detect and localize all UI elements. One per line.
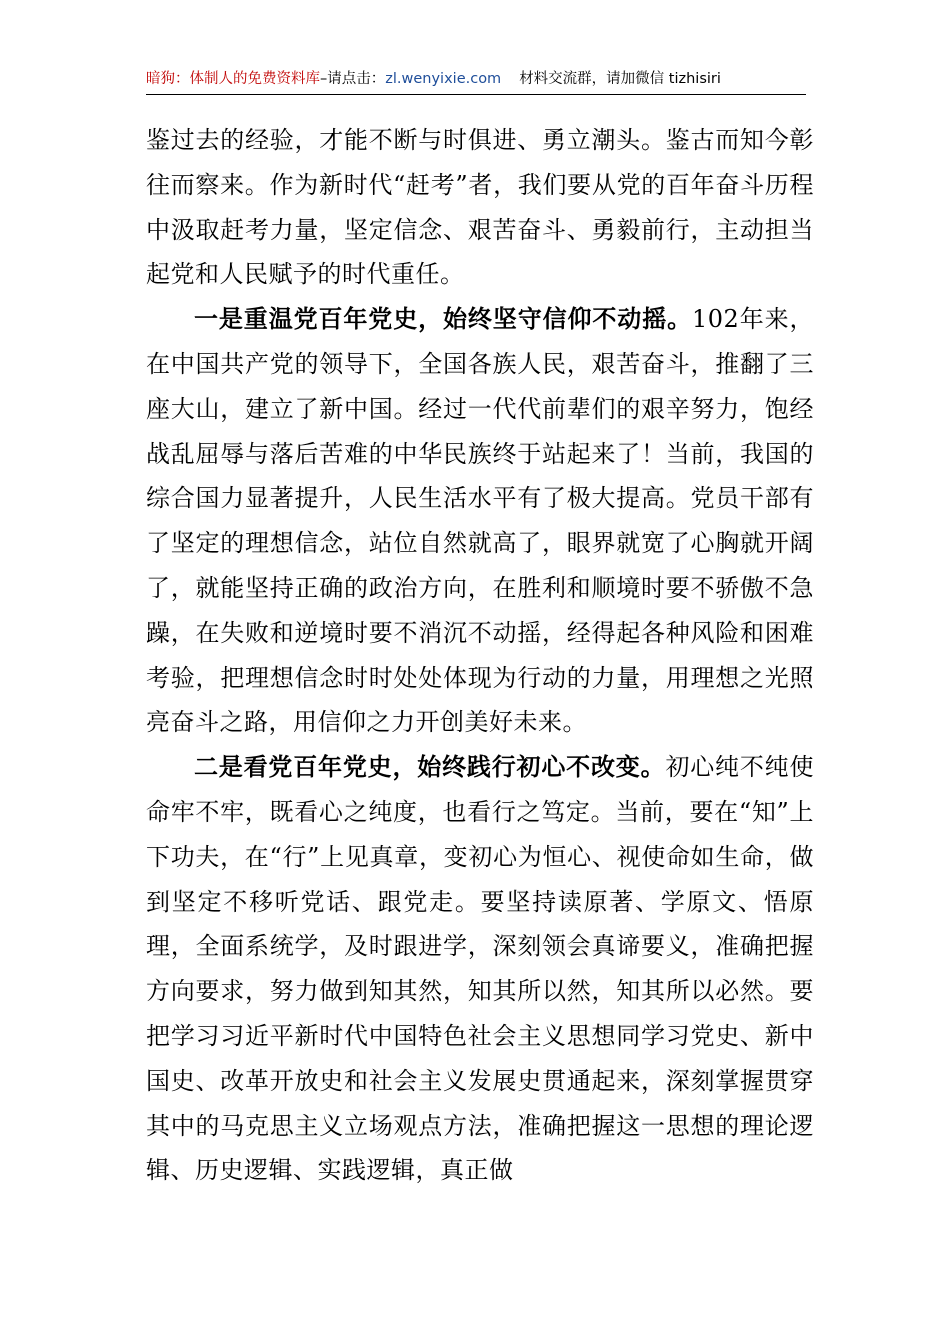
paragraph-3-lead: 二是看党百年党史，始终践行初心不改变。 <box>194 752 666 782</box>
paragraph-2-lead: 一是重温党百年党史，始终坚守信仰不动摇。 <box>194 304 692 334</box>
header-url-link[interactable]: zl.wenyixie.com <box>385 71 502 87</box>
page-header <box>146 64 806 95</box>
paragraph-3 <box>146 745 814 1193</box>
paragraph-3-text: 初心纯不纯使命牢不牢，既看心之纯度，也看行之笃定。当前，要在“知”上下功夫，在“行”上见真章，变初心为恒心、视使命如生命，做到坚定不移听党话、跟党走。要坚持读原著、学原文、悟原理，全面系统学，及时跟进学，深刻领会真谛要义，准确把握方向要求，努力做到知其然，知其所以然，知其所以必然。要把学习习近平新时代中国特色社会主义思想同学习党史、新中国史、改革开放史和社会主义发展史贯通起来，深刻掌握贯穿其中的马克思主义立场观点方法，准确把握这一思想的理论逻辑、历史逻辑、实践逻辑，真正做 <box>146 753 814 1185</box>
document-body <box>146 118 814 1193</box>
header-prompt: –请点击： <box>320 71 386 87</box>
paragraph-1-text: 鉴过去的经验，才能不断与时俱进、勇立潮头。鉴古而知今彰往而察来。作为新时代“赶考”者，我们要从党的百年奋斗历程中汲取赶考力量，坚定信念、艰苦奋斗、勇毅前行，主动担当起党和人民赋予的时代重任。 <box>146 126 814 289</box>
header-brand: 暗狗：体制人的免费资料库 <box>146 71 320 87</box>
paragraph-2-text: 102年来，在中国共产党的领导下，全国各族人民，艰苦奋斗，推翻了三座大山，建立了新中国。经过一代代前辈们的艰辛努力，饱经战乱屈辱与落后苦难的中华民族终于站起来了！当前，我国的综合国力显著提升，人民生活水平有了极大提高。党员干部有了坚定的理想信念，站位自然就高了，眼界就宽了心胸就开阔了，就能坚持正确的政治方向，在胜利和顺境时要不骄傲不急躁，在失败和逆境时要不消沉不动摇，经得起各种风险和困难考验，把理想信念时时处处体现为行动的力量，用理想之光照亮奋斗之路，用信仰之力开创美好未来。 <box>146 305 815 737</box>
paragraph-1 <box>146 118 814 297</box>
header-contact: 材料交流群，请加微信 tizhisiri <box>519 71 721 87</box>
paragraph-2 <box>146 297 814 745</box>
